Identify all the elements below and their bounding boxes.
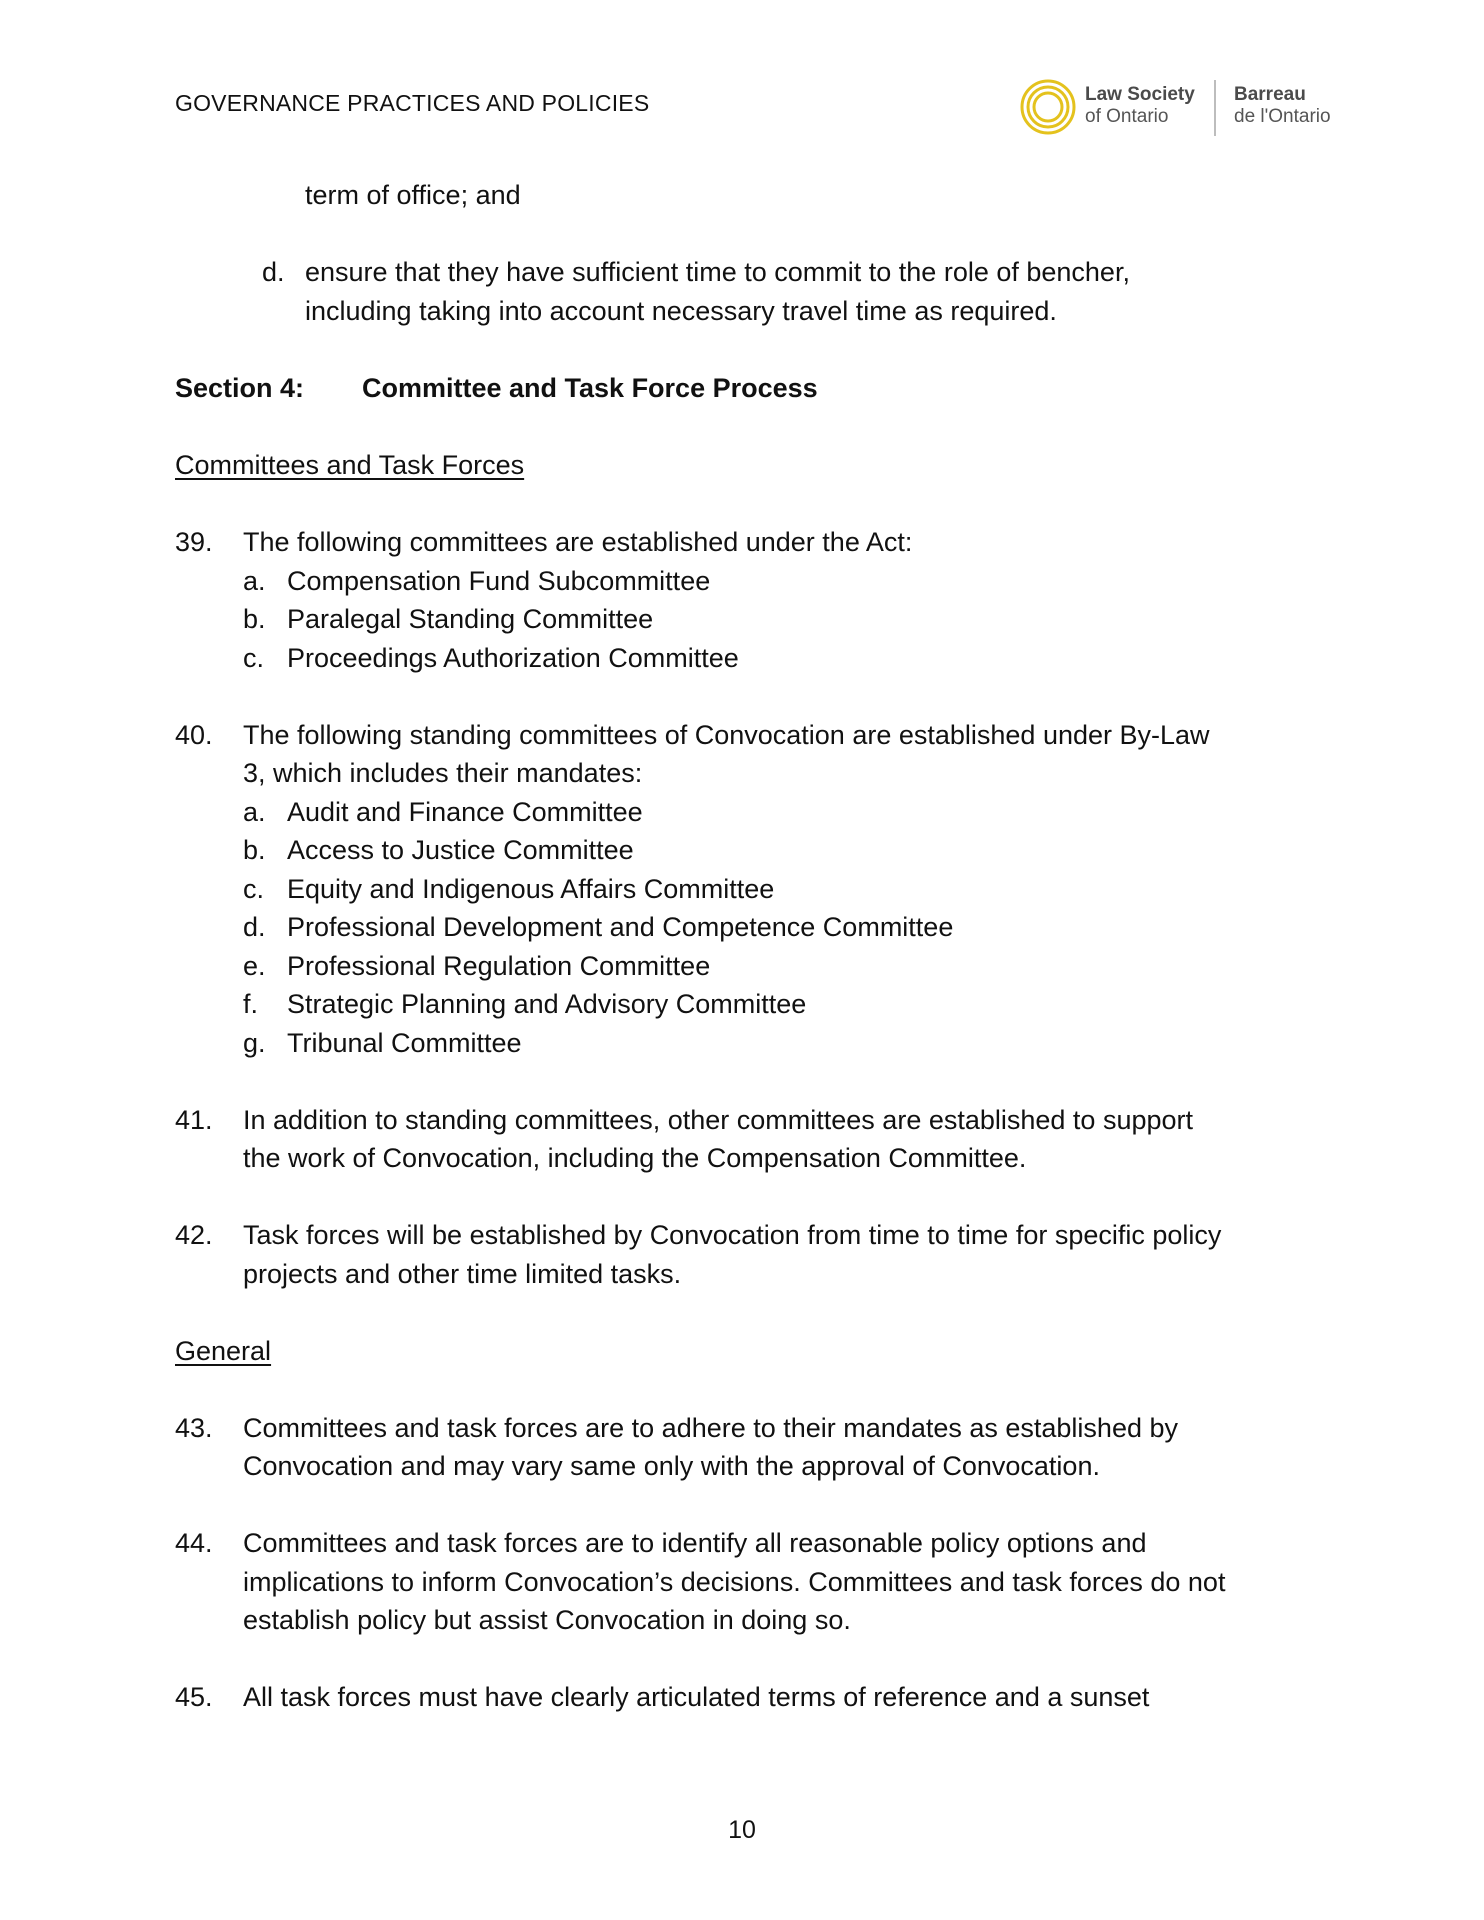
continuation-line: term of office; and xyxy=(305,180,521,210)
para-43-line1: Committees and task forces are to adhere to their mandates as established by xyxy=(243,1413,1178,1443)
para-45-number: 45. xyxy=(175,1682,213,1712)
para-42-line1: Task forces will be established by Convocation from time to time for specific policy xyxy=(243,1220,1222,1250)
logo-english-text xyxy=(1085,84,1195,128)
logo-fr-line2: de l'Ontario xyxy=(1234,106,1331,127)
law-society-logo xyxy=(1019,78,1339,138)
para-41-line1: In addition to standing committees, other committees are established to support xyxy=(243,1105,1194,1135)
para-44-line3: establish policy but assist Convocation in doing so. xyxy=(243,1605,851,1635)
list-item: Professional Development and Competence Committee xyxy=(287,912,954,942)
running-header: GOVERNANCE PRACTICES AND POLICIES xyxy=(175,90,650,116)
list-marker: f. xyxy=(243,989,259,1019)
para-44-number: 44. xyxy=(175,1528,213,1558)
list-marker: a. xyxy=(243,566,266,596)
para-43-number: 43. xyxy=(175,1413,213,1443)
section-number: Section 4: xyxy=(175,373,305,403)
para-40-number: 40. xyxy=(175,720,213,750)
list-item: Professional Regulation Committee xyxy=(287,951,711,981)
logo-en-line2: of Ontario xyxy=(1085,106,1169,127)
list-marker: g. xyxy=(243,1028,266,1058)
para-41-number: 41. xyxy=(175,1105,213,1135)
para-45-line1: All task forces must have clearly articulated terms of reference and a sunset xyxy=(243,1682,1150,1712)
list-item: Proceedings Authorization Committee xyxy=(287,643,739,673)
list-marker: b. xyxy=(243,835,266,865)
list-marker: b. xyxy=(243,604,266,634)
logo-ring-icon xyxy=(1019,78,1077,136)
list-item: Equity and Indigenous Affairs Committee xyxy=(287,874,775,904)
list-item: Paralegal Standing Committee xyxy=(287,604,654,634)
para-39-text: The following committees are established under the Act: xyxy=(243,527,913,557)
section-title: Committee and Task Force Process xyxy=(362,373,818,403)
para-42-line2: projects and other time limited tasks. xyxy=(243,1259,682,1289)
list-item: Audit and Finance Committee xyxy=(287,797,643,827)
item-d-line1: ensure that they have sufficient time to commit to the role of bencher, xyxy=(305,257,1130,287)
logo-en-line1: Law Society xyxy=(1085,84,1195,105)
list-marker: c. xyxy=(243,643,265,673)
item-d-marker: d. xyxy=(262,257,285,287)
list-item: Strategic Planning and Advisory Committee xyxy=(287,989,807,1019)
page-number: 10 xyxy=(728,1816,756,1844)
para-42-number: 42. xyxy=(175,1220,213,1250)
para-41-line2: the work of Convocation, including the Compensation Committee. xyxy=(243,1143,1027,1173)
subheading-committees: Committees and Task Forces xyxy=(175,450,525,480)
list-item: Access to Justice Committee xyxy=(287,835,634,865)
list-item: Compensation Fund Subcommittee xyxy=(287,566,711,596)
logo-french-text xyxy=(1234,84,1331,128)
list-marker: a. xyxy=(243,797,266,827)
para-40-line2: 3, which includes their mandates: xyxy=(243,758,643,788)
item-d-line2: including taking into account necessary travel time as required. xyxy=(305,296,1057,326)
list-marker: c. xyxy=(243,874,265,904)
list-item: Tribunal Committee xyxy=(287,1028,522,1058)
list-marker: e. xyxy=(243,951,266,981)
para-40-line1: The following standing committees of Convocation are established under By-Law xyxy=(243,720,1210,750)
para-39-number: 39. xyxy=(175,527,213,557)
subheading-general: General xyxy=(175,1336,272,1366)
para-44-line1: Committees and task forces are to identify all reasonable policy options and xyxy=(243,1528,1147,1558)
list-marker: d. xyxy=(243,912,266,942)
logo-divider xyxy=(1214,80,1216,136)
para-44-line2: implications to inform Convocation’s decisions. Committees and task forces do not xyxy=(243,1567,1226,1597)
para-43-line2: Convocation and may vary same only with the approval of Convocation. xyxy=(243,1451,1100,1481)
logo-fr-line1: Barreau xyxy=(1234,84,1306,105)
